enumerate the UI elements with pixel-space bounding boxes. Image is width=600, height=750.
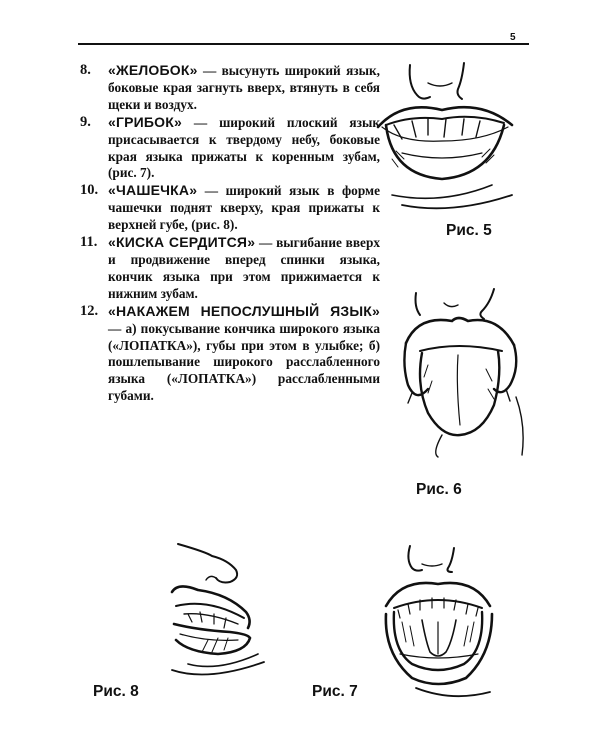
- figure-8-caption: Рис. 8: [93, 683, 139, 700]
- item-number: 10.: [80, 182, 99, 199]
- item-title: «ГРИБОК»: [108, 113, 183, 130]
- item-text: — широкий язык в форме чашечки поднят кверху, края прижаты к верхней губе, (рис. 8).: [108, 183, 380, 233]
- item-body: [108, 114, 380, 183]
- figure-5-caption: Рис. 5: [446, 222, 492, 239]
- item-title: «ЖЕЛОБОК»: [108, 62, 198, 78]
- list-item: [80, 114, 380, 183]
- item-body: [108, 303, 380, 405]
- list-item: [80, 303, 380, 405]
- list-item: [80, 234, 380, 303]
- list-item: [80, 182, 380, 234]
- header-rule: [78, 43, 529, 45]
- item-body: [108, 62, 380, 114]
- page-number: 5: [510, 32, 516, 43]
- figure-7-illustration: [382, 542, 497, 707]
- figure-6-illustration: [398, 285, 538, 460]
- item-body: [108, 182, 380, 234]
- list-item: [80, 62, 380, 114]
- item-text: — высунуть широкий язык, боковые края загнуть вверх, втянуть в себя щеки и воздух.: [108, 63, 380, 112]
- figure-8-illustration: [168, 542, 273, 682]
- item-text: — выгибание вверх и продвижение вперед спинки языка, кончик языка при этом прижимается к нижним зубам.: [108, 235, 380, 301]
- figure-6-caption: Рис. 6: [416, 481, 462, 498]
- item-number: 9.: [80, 113, 91, 130]
- figure-5-illustration: [372, 55, 532, 220]
- item-number: 8.: [80, 62, 91, 78]
- item-number: 11.: [80, 234, 98, 251]
- exercise-list: [80, 62, 380, 405]
- item-title: «ЧАШЕЧКА»: [108, 182, 198, 199]
- item-title: «НАКАЖЕМ НЕПОСЛУШНЫЙ ЯЗЫК»: [108, 302, 380, 319]
- item-number: 12.: [80, 302, 99, 319]
- item-text: — а) покусывание кончика широкого языка («ЛОПАТКА»), губы при этом в улыбке; б) пошлепывание широкого расслабленного языка («ЛОПАТКА») расслабленными губами.: [108, 320, 380, 404]
- figure-7-caption: Рис. 7: [312, 683, 358, 700]
- item-body: [108, 234, 380, 303]
- item-title: «КИСКА СЕРДИТСЯ»: [108, 234, 256, 251]
- item-text: — широкий плоский язык присасывается к твердому небу, боковые края языка прижаты к коренным зубам, (рис. 7).: [108, 114, 380, 181]
